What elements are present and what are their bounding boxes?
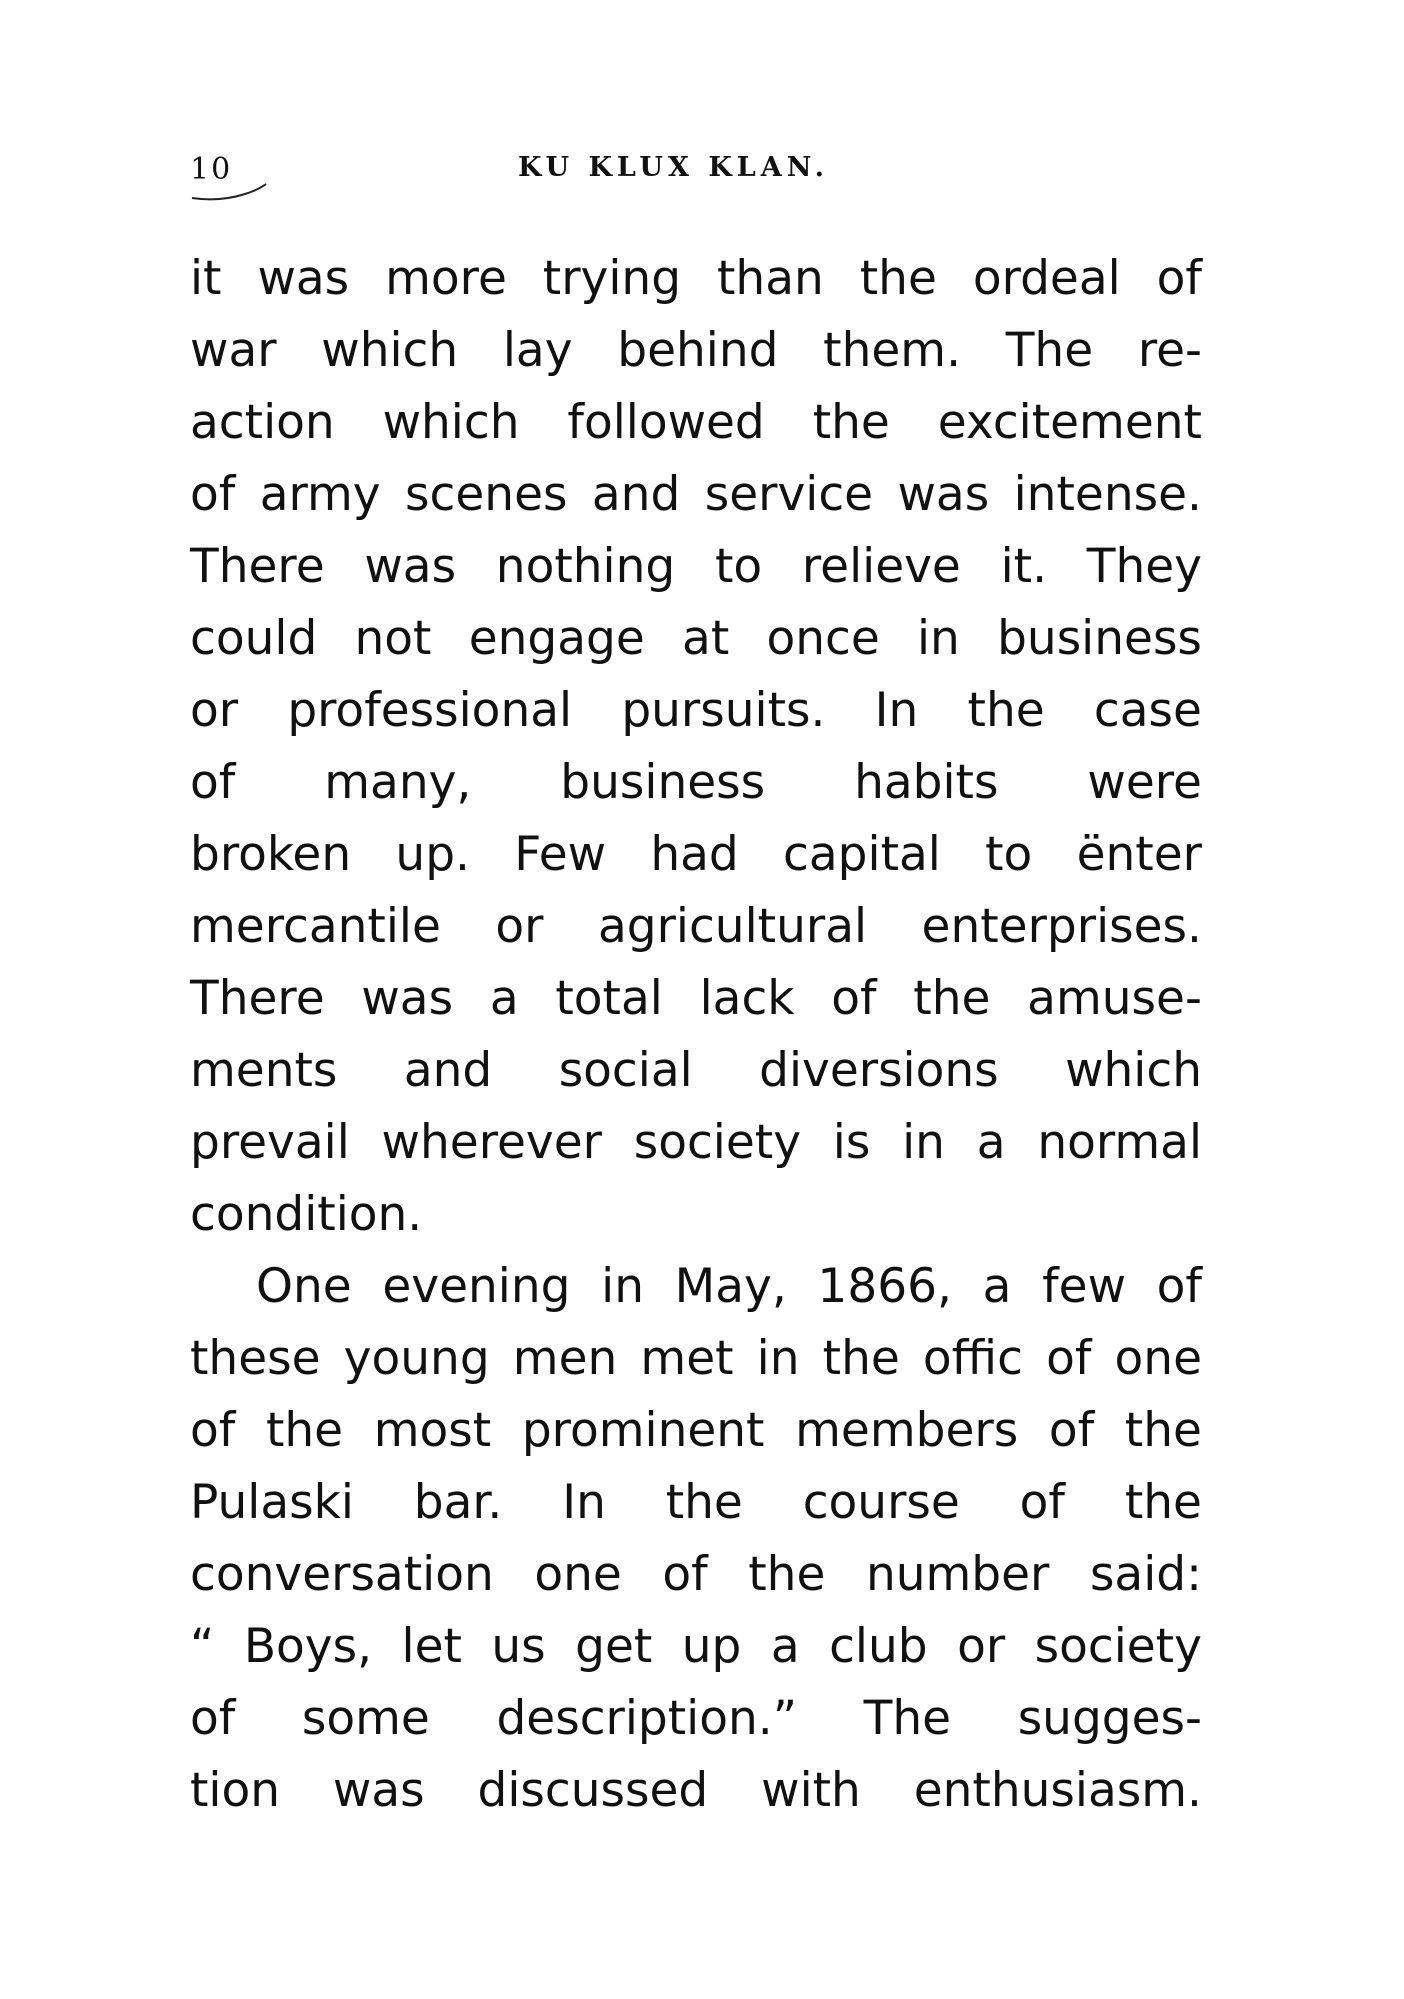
word: or	[957, 1619, 1006, 1674]
text-line	[190, 387, 1202, 459]
word: young	[343, 1331, 490, 1386]
word: met	[640, 1331, 734, 1386]
word: which	[382, 395, 520, 450]
word: ments	[190, 1043, 338, 1098]
word: excitement	[937, 395, 1202, 450]
text-line	[190, 1755, 1202, 1827]
word: the	[1124, 1403, 1202, 1458]
word: May,	[674, 1259, 787, 1314]
word: in	[902, 1115, 945, 1170]
word: them.	[823, 323, 962, 378]
word: the	[748, 1547, 826, 1602]
word: it	[190, 251, 222, 306]
text-line	[190, 1107, 1202, 1179]
word: habits	[854, 755, 999, 810]
word: relieve	[801, 539, 961, 594]
word: the	[822, 1331, 900, 1386]
text-line	[190, 891, 1202, 963]
word: to	[714, 539, 763, 594]
word: men	[512, 1331, 618, 1386]
word: which	[321, 323, 459, 378]
text-line	[190, 1611, 1202, 1683]
word: engage	[468, 611, 645, 666]
word: condition.	[190, 1187, 423, 1242]
word: They	[1086, 539, 1202, 594]
word: is	[832, 1115, 871, 1170]
word: business	[997, 611, 1202, 666]
word: the	[859, 251, 937, 306]
word: number	[865, 1547, 1050, 1602]
word: total	[555, 971, 663, 1026]
word: offic	[922, 1331, 1023, 1386]
word: or	[495, 899, 544, 954]
word: were	[1087, 755, 1202, 810]
word: business	[560, 755, 766, 810]
word: ordeal	[972, 251, 1121, 306]
word: prevail	[190, 1115, 350, 1170]
text-line	[190, 1683, 1202, 1755]
text-line	[190, 1035, 1202, 1107]
word: of	[190, 755, 236, 810]
word: enthusiasm.	[913, 1763, 1202, 1818]
word: nothing	[495, 539, 676, 594]
word: trying	[542, 251, 682, 306]
word: The	[1005, 323, 1094, 378]
word: capital	[783, 827, 941, 882]
word: There	[190, 971, 325, 1026]
word: up	[681, 1619, 742, 1674]
text-line	[190, 459, 1202, 531]
word: Few	[514, 827, 607, 882]
word: in	[601, 1259, 644, 1314]
word: “	[190, 1619, 215, 1674]
word: was	[257, 251, 350, 306]
word: broken	[190, 827, 352, 882]
word: members	[795, 1403, 1019, 1458]
text-line	[190, 1395, 1202, 1467]
word: many,	[324, 755, 472, 810]
word: a	[770, 1619, 800, 1674]
word: professional	[287, 683, 573, 738]
word: army	[259, 467, 381, 522]
word: get	[575, 1619, 653, 1674]
word: the	[665, 1475, 743, 1530]
word: social	[558, 1043, 693, 1098]
word: the	[1124, 1475, 1202, 1530]
word: most	[373, 1403, 492, 1458]
word: in	[756, 1331, 800, 1386]
word: once	[766, 611, 880, 666]
word: amuse-	[1027, 971, 1202, 1026]
running-title: KU KLUX KLAN.	[518, 152, 830, 183]
word: bar.	[413, 1475, 503, 1530]
word: service	[704, 467, 874, 522]
word: society	[1034, 1619, 1202, 1674]
word: of	[1156, 251, 1202, 306]
word: us	[491, 1619, 546, 1674]
word: of	[190, 467, 236, 522]
word: was	[364, 539, 457, 594]
word: ënter	[1076, 827, 1202, 882]
word: diversions	[759, 1043, 999, 1098]
word: the	[812, 395, 890, 450]
word: in	[917, 611, 960, 666]
word: society	[633, 1115, 802, 1170]
word: a	[489, 971, 519, 1026]
word: some	[301, 1691, 430, 1746]
word: at	[682, 611, 730, 666]
word: 1866,	[817, 1259, 952, 1314]
running-head	[190, 152, 1200, 202]
word: one	[1114, 1331, 1202, 1386]
word: club	[829, 1619, 928, 1674]
word: of	[190, 1691, 236, 1746]
word: evening	[382, 1259, 571, 1314]
text-line	[190, 315, 1202, 387]
text-line	[190, 675, 1202, 747]
word: tion	[190, 1763, 281, 1818]
word: of	[831, 971, 877, 1026]
word: action	[190, 395, 335, 450]
word: agricultural	[597, 899, 868, 954]
word: it.	[1000, 539, 1048, 594]
word: scenes	[405, 467, 568, 522]
word: of	[1046, 1331, 1092, 1386]
word: Boys,	[243, 1619, 373, 1674]
body-text	[190, 243, 1202, 1827]
flourish-mark	[190, 182, 270, 204]
word: of	[190, 1403, 236, 1458]
word: normal	[1037, 1115, 1202, 1170]
word: more	[385, 251, 507, 306]
word: let	[401, 1619, 462, 1674]
text-line	[190, 1539, 1202, 1611]
word: could	[190, 611, 318, 666]
word: which	[1065, 1043, 1202, 1098]
word: the	[265, 1403, 344, 1458]
word: pursuits.	[621, 683, 826, 738]
word: description.”	[496, 1691, 798, 1746]
text-line	[190, 1323, 1202, 1395]
word: up.	[395, 827, 470, 882]
word: of	[1156, 1259, 1202, 1314]
word: mercantile	[190, 899, 441, 954]
word: was	[332, 1763, 425, 1818]
word: one	[534, 1547, 622, 1602]
word: said:	[1089, 1547, 1202, 1602]
word: course	[802, 1475, 960, 1530]
word: few	[1042, 1259, 1127, 1314]
word: prominent	[521, 1403, 765, 1458]
word: lay	[502, 323, 573, 378]
word: enterprises.	[921, 899, 1202, 954]
word: or	[190, 683, 239, 738]
word: of	[1019, 1475, 1065, 1530]
text-line	[190, 531, 1202, 603]
text-line	[190, 1467, 1202, 1539]
text-line	[190, 1251, 1202, 1323]
word: had	[650, 827, 739, 882]
word: discussed	[477, 1763, 709, 1818]
word: behind	[617, 323, 779, 378]
word: intense.	[1013, 467, 1202, 522]
word: a	[982, 1259, 1012, 1314]
page-number: 10	[190, 152, 233, 187]
word: sugges-	[1017, 1691, 1202, 1746]
word: to	[985, 827, 1033, 882]
word: and	[403, 1043, 493, 1098]
text-line	[190, 963, 1202, 1035]
word: The	[863, 1691, 952, 1746]
word: One	[256, 1259, 352, 1314]
word: wherever	[381, 1115, 602, 1170]
word: case	[1093, 683, 1202, 738]
word: not	[354, 611, 432, 666]
word: re-	[1137, 323, 1202, 378]
word: In	[562, 1475, 606, 1530]
word: war	[190, 323, 277, 378]
word: was	[897, 467, 990, 522]
text-line	[190, 243, 1202, 315]
word: these	[190, 1331, 321, 1386]
word: than	[716, 251, 824, 306]
word: of	[1048, 1403, 1095, 1458]
word: Pulaski	[190, 1475, 354, 1530]
word: of	[662, 1547, 708, 1602]
word: lack	[699, 971, 795, 1026]
text-line	[190, 819, 1202, 891]
text-line	[190, 603, 1202, 675]
word: There	[190, 539, 325, 594]
word: conversation	[190, 1547, 494, 1602]
word: the	[967, 683, 1045, 738]
text-line	[190, 1179, 1202, 1251]
word: the	[913, 971, 991, 1026]
word: a	[976, 1115, 1006, 1170]
text-line	[190, 747, 1202, 819]
word: was	[361, 971, 454, 1026]
word: followed	[567, 395, 765, 450]
word: In	[874, 683, 919, 738]
word: with	[761, 1763, 861, 1818]
word: and	[591, 467, 681, 522]
